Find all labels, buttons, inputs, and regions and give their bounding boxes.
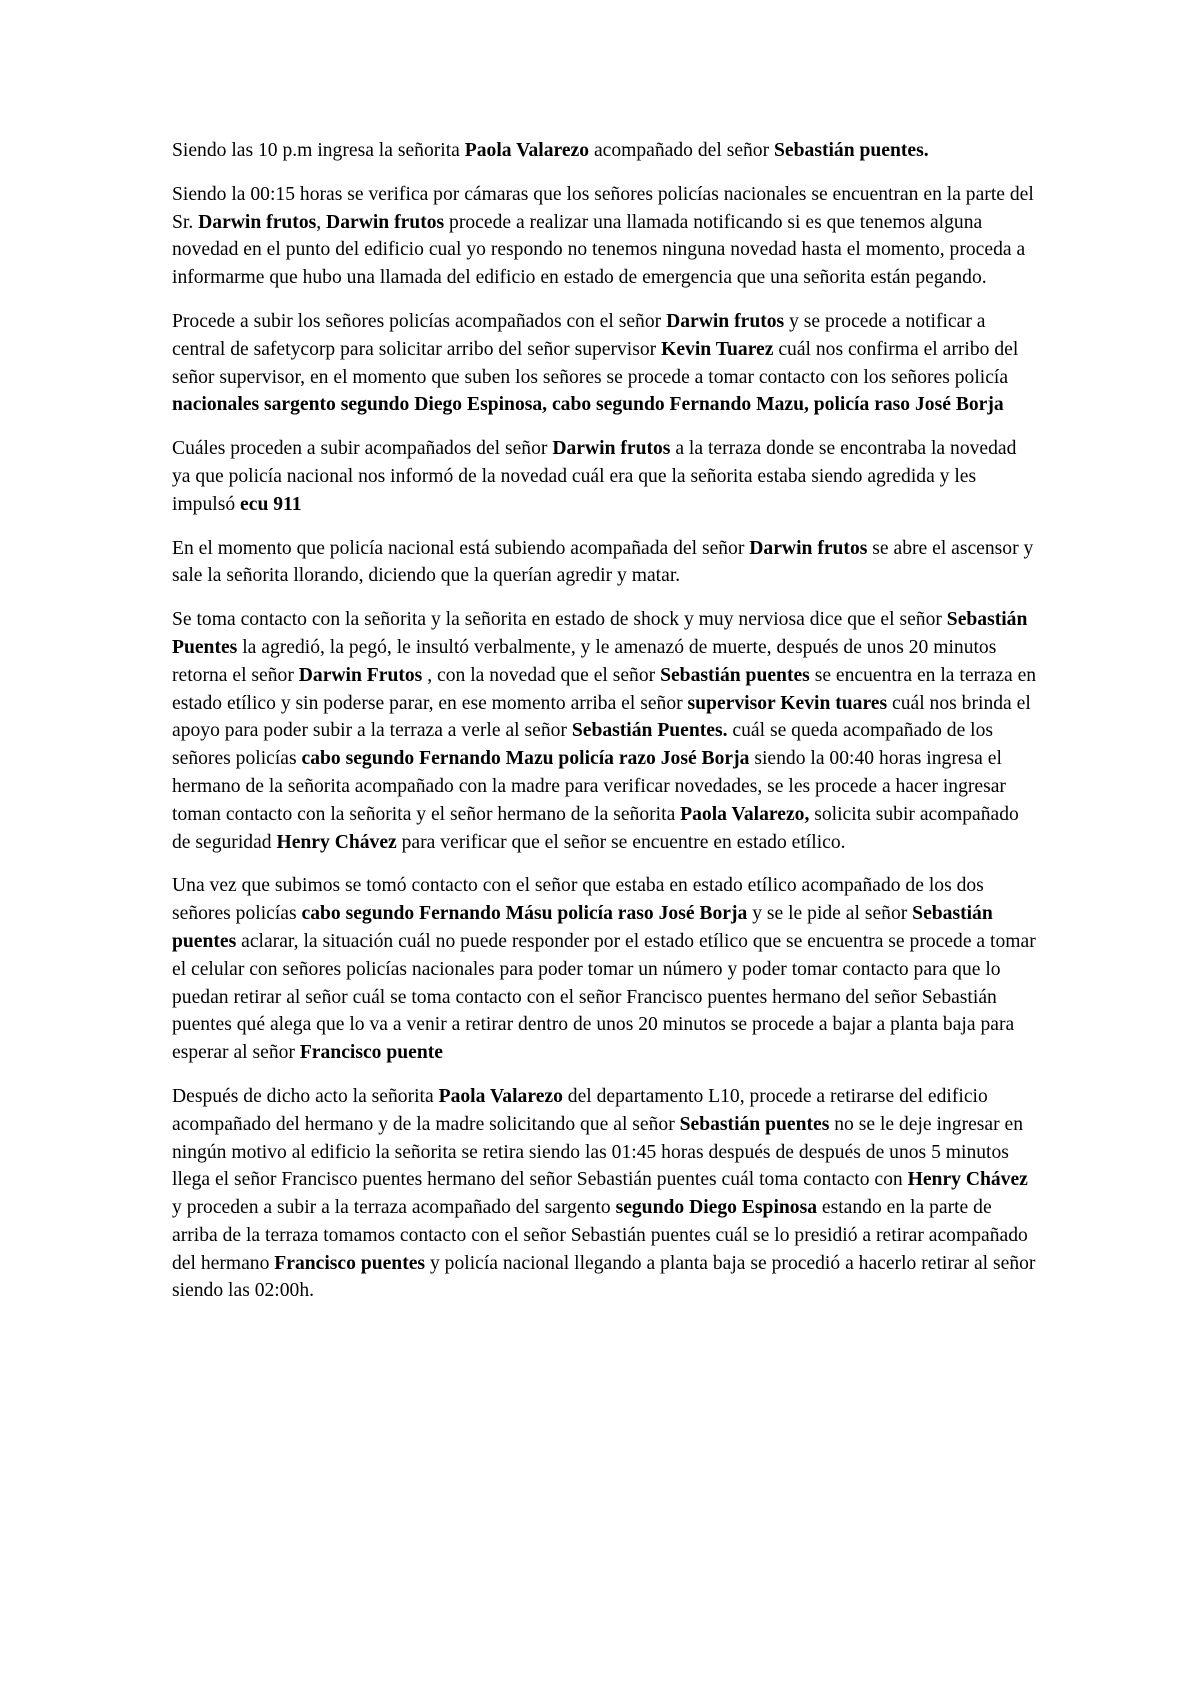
bold-text-run: Darwin frutos	[326, 211, 445, 233]
bold-text-run: Sebastián puentes.	[774, 140, 929, 161]
text-run: ,	[316, 211, 327, 233]
text-run: y policía nacional llegando a planta baja se procedió a hacerlo retirar al señor siendo las 02:00h.	[172, 1252, 1036, 1302]
bold-text-run: Francisco puente	[299, 1042, 443, 1064]
text-run: Se toma contacto con la señorita y la señorita en estado de shock y muy nerviosa dice que el señor	[172, 609, 947, 631]
text-run: procede a realizar una llamada notificando si es que tenemos alguna novedad en el punto del edificio cual yo respondo no tenemos ninguna novedad hasta el momento, proceda a informarme que hubo una llamada del edificio en estado de emergencia que una señorita están pegando.	[172, 211, 1026, 289]
bold-text-run: Sebastián Puentes.	[571, 720, 728, 742]
bold-text-run: Darwin frutos	[552, 438, 671, 460]
text-run: Procede a subir los señores policías acompañados con el señor	[172, 310, 667, 332]
text-run: y proceden a subir a la terraza acompañado del sargento	[172, 1197, 616, 1219]
report-paragraph	[172, 137, 1038, 165]
text-run: En el momento que policía nacional está subiendo acompañada del señor	[172, 537, 750, 559]
text-run: solicita subir acompañado de seguridad	[172, 803, 1019, 853]
text-run: y se le pide al señor	[747, 903, 913, 925]
bold-text-run: Kevin Tuarez	[661, 338, 774, 360]
bold-text-run: nacionales sargento segundo Diego Espinosa, cabo segundo Fernando Mazu, policía raso José Borja	[172, 394, 1004, 416]
bold-text-run: Paola Valarezo	[438, 1085, 563, 1107]
text-run: estando en la parte de arriba de la terraza tomamos contacto con el señor Sebastián puentes cuál se lo presidió a retirar acompañado del hermano	[172, 1197, 1028, 1274]
text-run: Cuáles proceden a subir acompañados del señor	[172, 438, 553, 460]
text-run: para verificar que el señor se encuentre en estado etílico.	[396, 831, 846, 853]
report-paragraph	[172, 535, 1038, 591]
report-paragraph	[172, 606, 1038, 856]
bold-text-run: ecu 911	[240, 493, 302, 515]
bold-text-run: Darwin Frutos	[298, 664, 423, 686]
bold-text-run: Sebastián Puentes	[172, 609, 1028, 658]
text-run: , con la novedad que el señor	[422, 664, 661, 686]
document-page	[172, 137, 1038, 1321]
text-run: Siendo las 10 p.m ingresa la señorita	[172, 140, 465, 161]
text-run: se encuentra en la terraza en estado etílico y sin poderse parar, en ese momento arriba el señor	[172, 664, 1037, 714]
bold-text-run: Sebastián puentes	[172, 903, 993, 952]
bold-text-run: cabo segundo Fernando Mazu policía razo José Borja	[301, 748, 750, 770]
bold-text-run: Henry Chávez	[907, 1169, 1028, 1191]
text-run: cuál se queda acompañado de los señores policías	[172, 720, 994, 770]
text-run: la agredió, la pegó, le insultó verbalmente, y le amenazó de muerte, después de unos 20 minutos retorna el señor	[172, 636, 997, 686]
bold-text-run: segundo Diego Espinosa	[615, 1197, 818, 1219]
bold-text-run: Paola Valarezo,	[680, 803, 810, 825]
text-run: Una vez que subimos se tomó contacto con el señor que estaba en estado etílico acompañado de los dos señores policías	[172, 875, 984, 925]
text-run: Siendo la 00:15 horas se verifica por cámaras que los señores policías nacionales se encuentran en la parte del Sr.	[172, 183, 1034, 233]
report-paragraph	[172, 435, 1038, 518]
text-run: cuál nos brinda el apoyo para poder subir a la terraza a verle al señor	[172, 692, 1031, 742]
bold-text-run: cabo segundo Fernando Másu policía raso José Borja	[301, 903, 748, 925]
bold-text-run: supervisor Kevin tuares	[687, 692, 888, 714]
text-run: Después de dicho acto la señorita	[172, 1085, 439, 1107]
bold-text-run: Darwin frutos	[666, 310, 785, 332]
bold-text-run: Sebastián puentes	[660, 664, 810, 686]
text-run: y se procede a notificar a central de safetycorp para solicitar arribo del señor supervisor	[172, 310, 986, 360]
report-paragraph	[172, 308, 1038, 419]
text-run: se abre el ascensor y sale la señorita llorando, diciendo que la querían agredir y matar.	[172, 537, 1034, 587]
bold-text-run: Darwin frutos	[749, 537, 868, 559]
report-paragraph	[172, 872, 1038, 1067]
report-paragraph	[172, 181, 1038, 292]
text-run: siendo la 00:40 horas ingresa el hermano de la señorita acompañado con la madre para verificar novedades, se les procede a hacer ingresar toman contacto con la señorita y el señor hermano de la señorita	[172, 748, 1006, 825]
text-run: a la terraza donde se encontraba la novedad ya que policía nacional nos informó de la novedad cuál era que la señorita estaba siendo agredida y les impulsó	[172, 438, 1017, 515]
report-paragraph	[172, 1083, 1038, 1305]
bold-text-run: Henry Chávez	[276, 831, 397, 853]
bold-text-run: Darwin frutos	[198, 211, 317, 233]
text-run: aclarar, la situación cuál no puede responder por el estado etílico que se encuentra se procede a tomar el celular con señores policías nacionales para poder tomar un número y poder tomar contacto para que lo puedan retirar al señor cuál se toma contacto con el señor Francisco puentes hermano del señor Sebastián puentes qué alega que lo va a venir a retirar dentro de unos 20 minutos se procede a bajar a planta baja para esperar al señor	[172, 930, 1036, 1064]
bold-text-run: Paola Valarezo	[464, 140, 590, 161]
text-run: acompañado del señor	[589, 140, 775, 161]
text-run: cuál nos confirma el arribo del señor supervisor, en el momento que suben los señores se procede a tomar contacto con los señores policía	[172, 338, 1019, 388]
text-run: no se le deje ingresar en ningún motivo al edificio la señorita se retira siendo las 01:45 horas después de después de unos 5 minutos llega el señor Francisco puentes hermano del señor Sebastián puentes cuál toma contacto con	[172, 1113, 1024, 1191]
bold-text-run: Sebastián puentes	[679, 1113, 830, 1135]
text-run: del departamento L10, procede a retirarse del edificio acompañado del hermano y de la madre solicitando que al señor	[172, 1085, 988, 1135]
bold-text-run: Francisco puentes	[274, 1252, 426, 1274]
